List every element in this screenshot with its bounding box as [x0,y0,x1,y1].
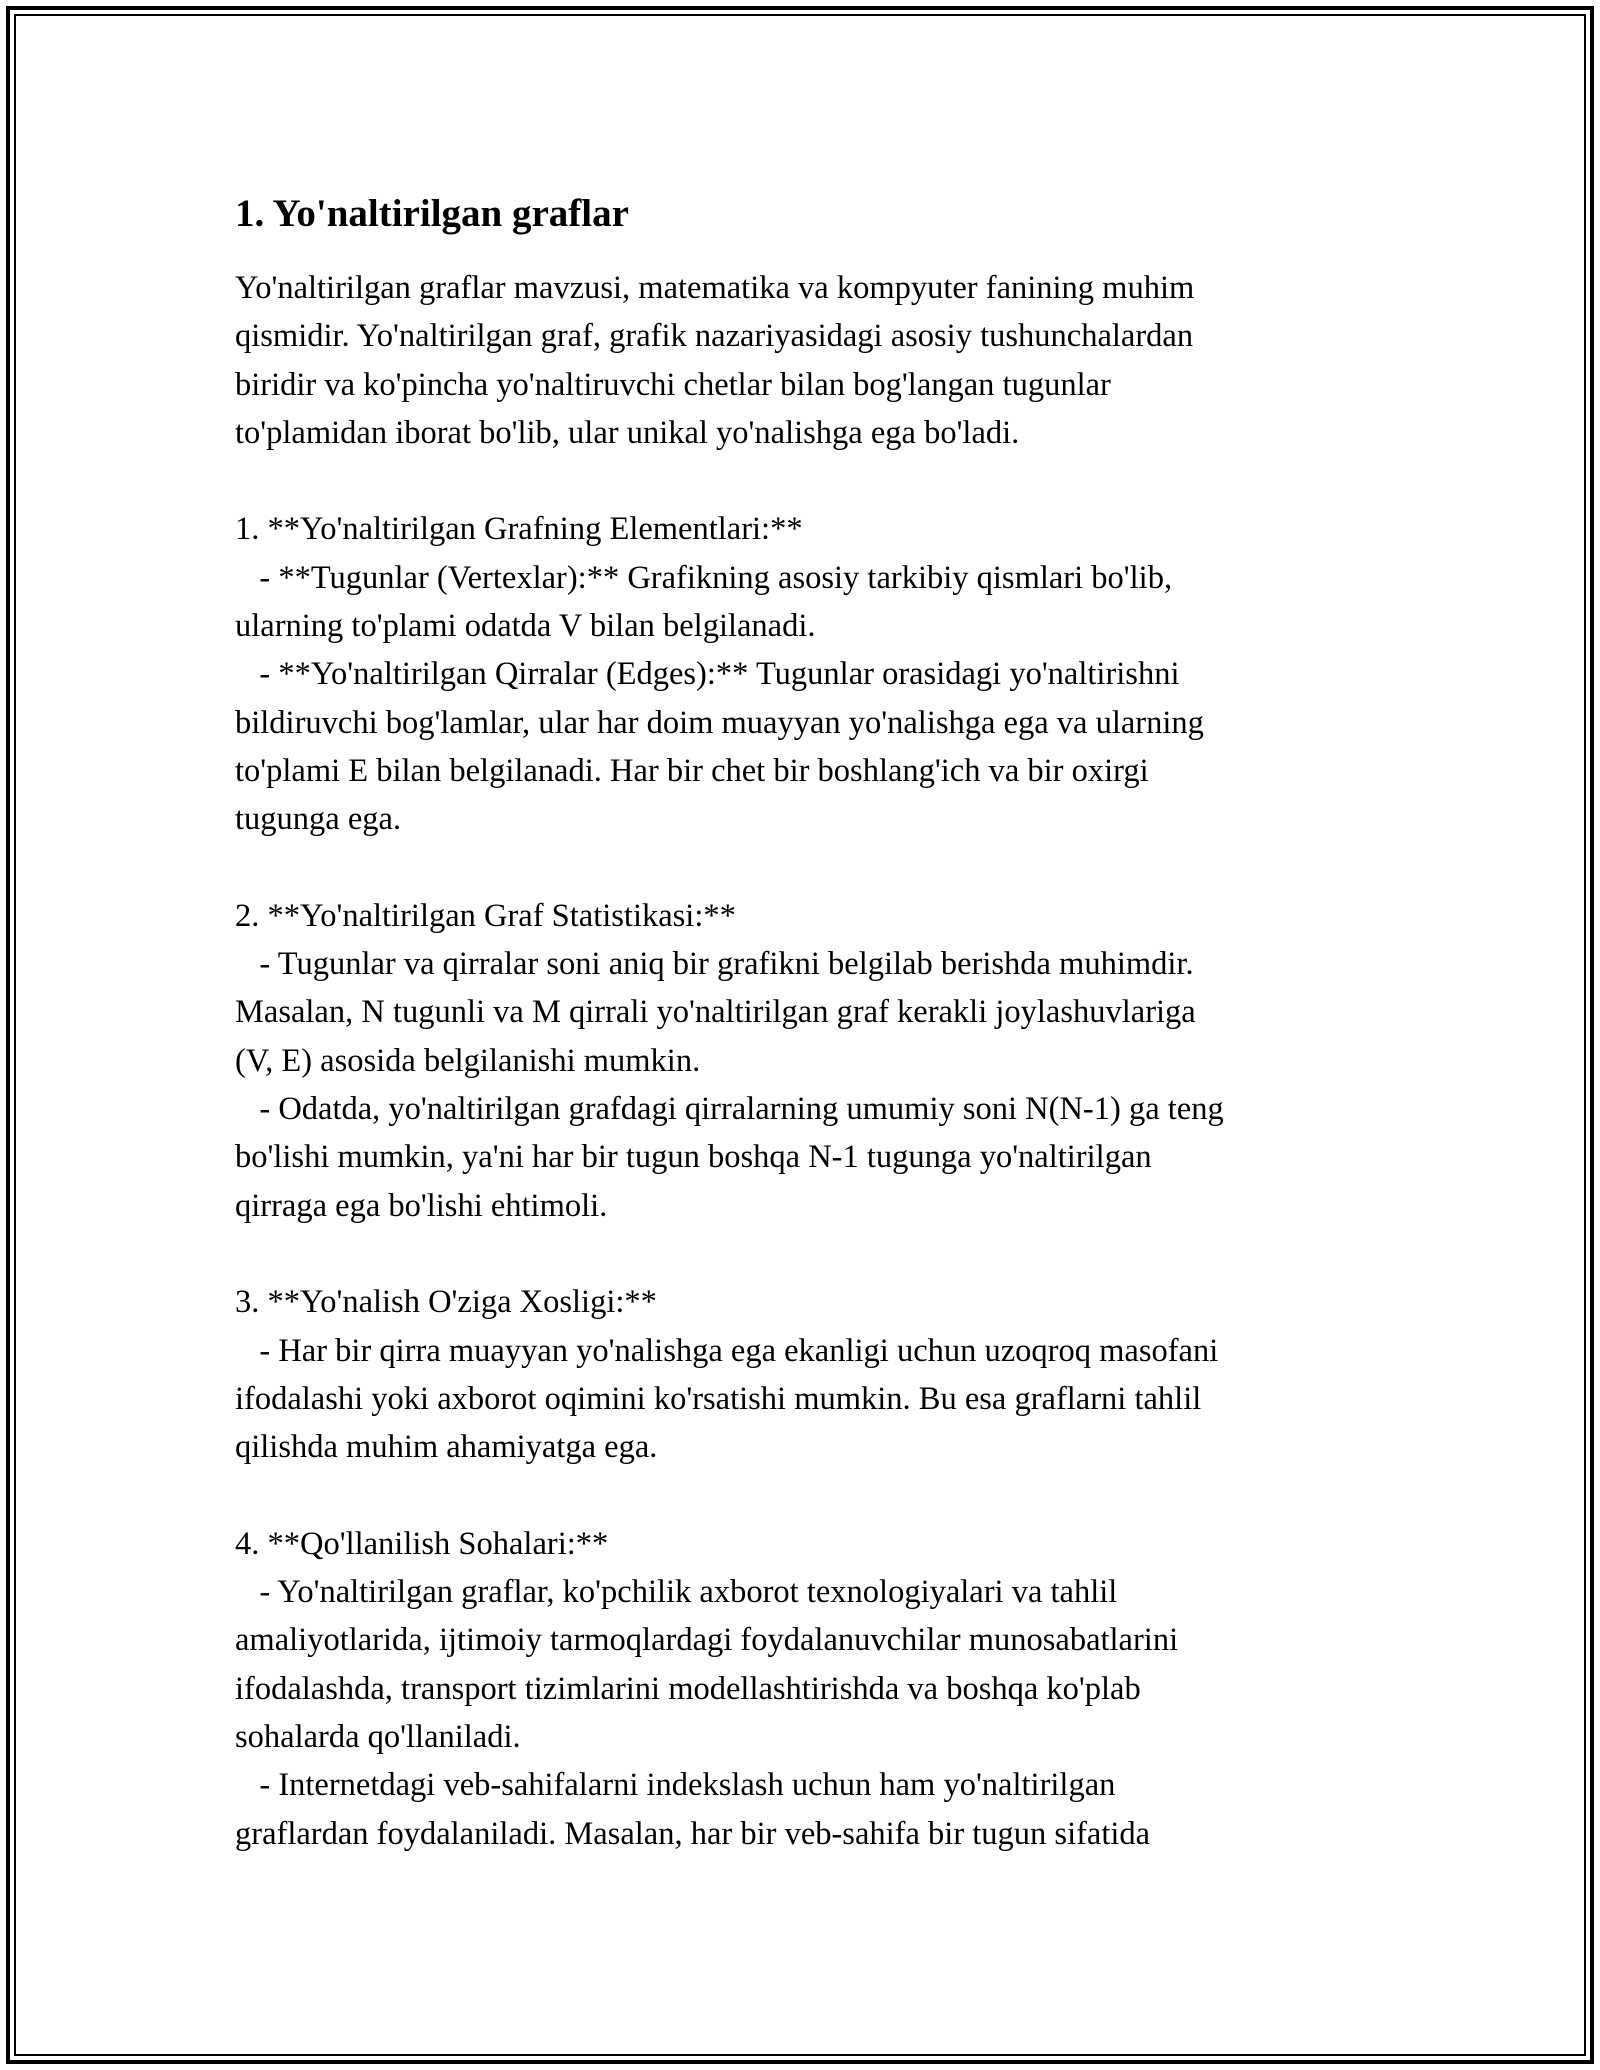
section-heading: 2. **Yo'naltirilgan Graf Statistikasi:** [235,897,736,934]
section-heading: 1. **Yo'naltirilgan Grafning Elementlari:** [235,511,803,548]
section-bullet: - **Tugunlar (Vertexlar):** Grafikning asosiy tarkibiy qismlari bo'lib, ularning to'plami odatda V bilan belgilanadi. [235,559,1173,645]
section-elements [235,505,1375,843]
section-statistics [235,892,1375,1230]
section-bullet: - Internetdagi veb-sahifalarni indekslash uchun ham yo'naltirilgan graflardan foydalaniladi. Masalan, har bir veb-sahifa bir tugun sifatida [235,1767,1151,1852]
section-bullet: - Yo'naltirilgan graflar, ko'pchilik axborot texnologiyalari va tahlil amaliyotlarida, ijtimoiy tarmoqlardagi foydalanuvchilar munosabatlarini ifodalashda, transport tizimlarini modellashtirishda va boshqa ko'plab sohalarda qo'llaniladi. [235,1574,1179,1755]
document-body [235,186,1375,1858]
section-applications [235,1520,1375,1858]
section-bullet: - Odatda, yo'naltirilgan grafdagi qirralarning umumiy soni N(N-1) ga teng bo'lishi mumkin, ya'ni har bir tugun boshqa N-1 tugunga yo'naltirilgan qirraga ega bo'lishi ehtimoli. [235,1091,1224,1224]
section-heading: 4. **Qo'llanilish Sohalari:** [235,1525,609,1562]
section-bullet: - **Yo'naltirilgan Qirralar (Edges):** Tugunlar orasidagi yo'naltirishni bildiruvchi bog'lamlar, ular har doim muayyan yo'nalishga ega va ularning to'plami E bilan belgilanadi. Har bir chet bir boshlang'ich va bir oxirgi tugunga ega. [235,656,1204,838]
section-direction [235,1278,1375,1471]
section-heading: 3. **Yo'nalish O'ziga Xosligi:** [235,1284,657,1321]
section-bullet: - Tugunlar va qirralar soni aniq bir grafikni belgilab berishda muhimdir. Masalan, N tugunli va M qirrali yo'naltirilgan graf kerakli joylashuvlariga (V, E) asosida belgilanishi mumkin. [235,946,1196,1079]
section-bullet: - Har bir qirra muayyan yo'nalishga ega ekanligi uchun uzoqroq masofani ifodalashi yoki axborot oqimini ko'rsatishi mumkin. Bu esa graflarni tahlil qilishda muhim ahamiyatga ega. [235,1332,1219,1466]
document-title: 1. Yo'naltirilgan graflar [235,192,629,235]
intro-paragraph: Yo'naltirilgan graflar mavzusi, matematika va kompyuter fanining muhim qismidir. Yo'naltirilgan graf, grafik nazariyasidagi asosiy tushunchalardan biridir va ko'pincha yo'naltiruvchi chetlar bilan bog'langan tugunlar to'plamidan iborat bo'lib, ular unikal yo'nalishga ega bo'ladi. [235,270,1195,451]
